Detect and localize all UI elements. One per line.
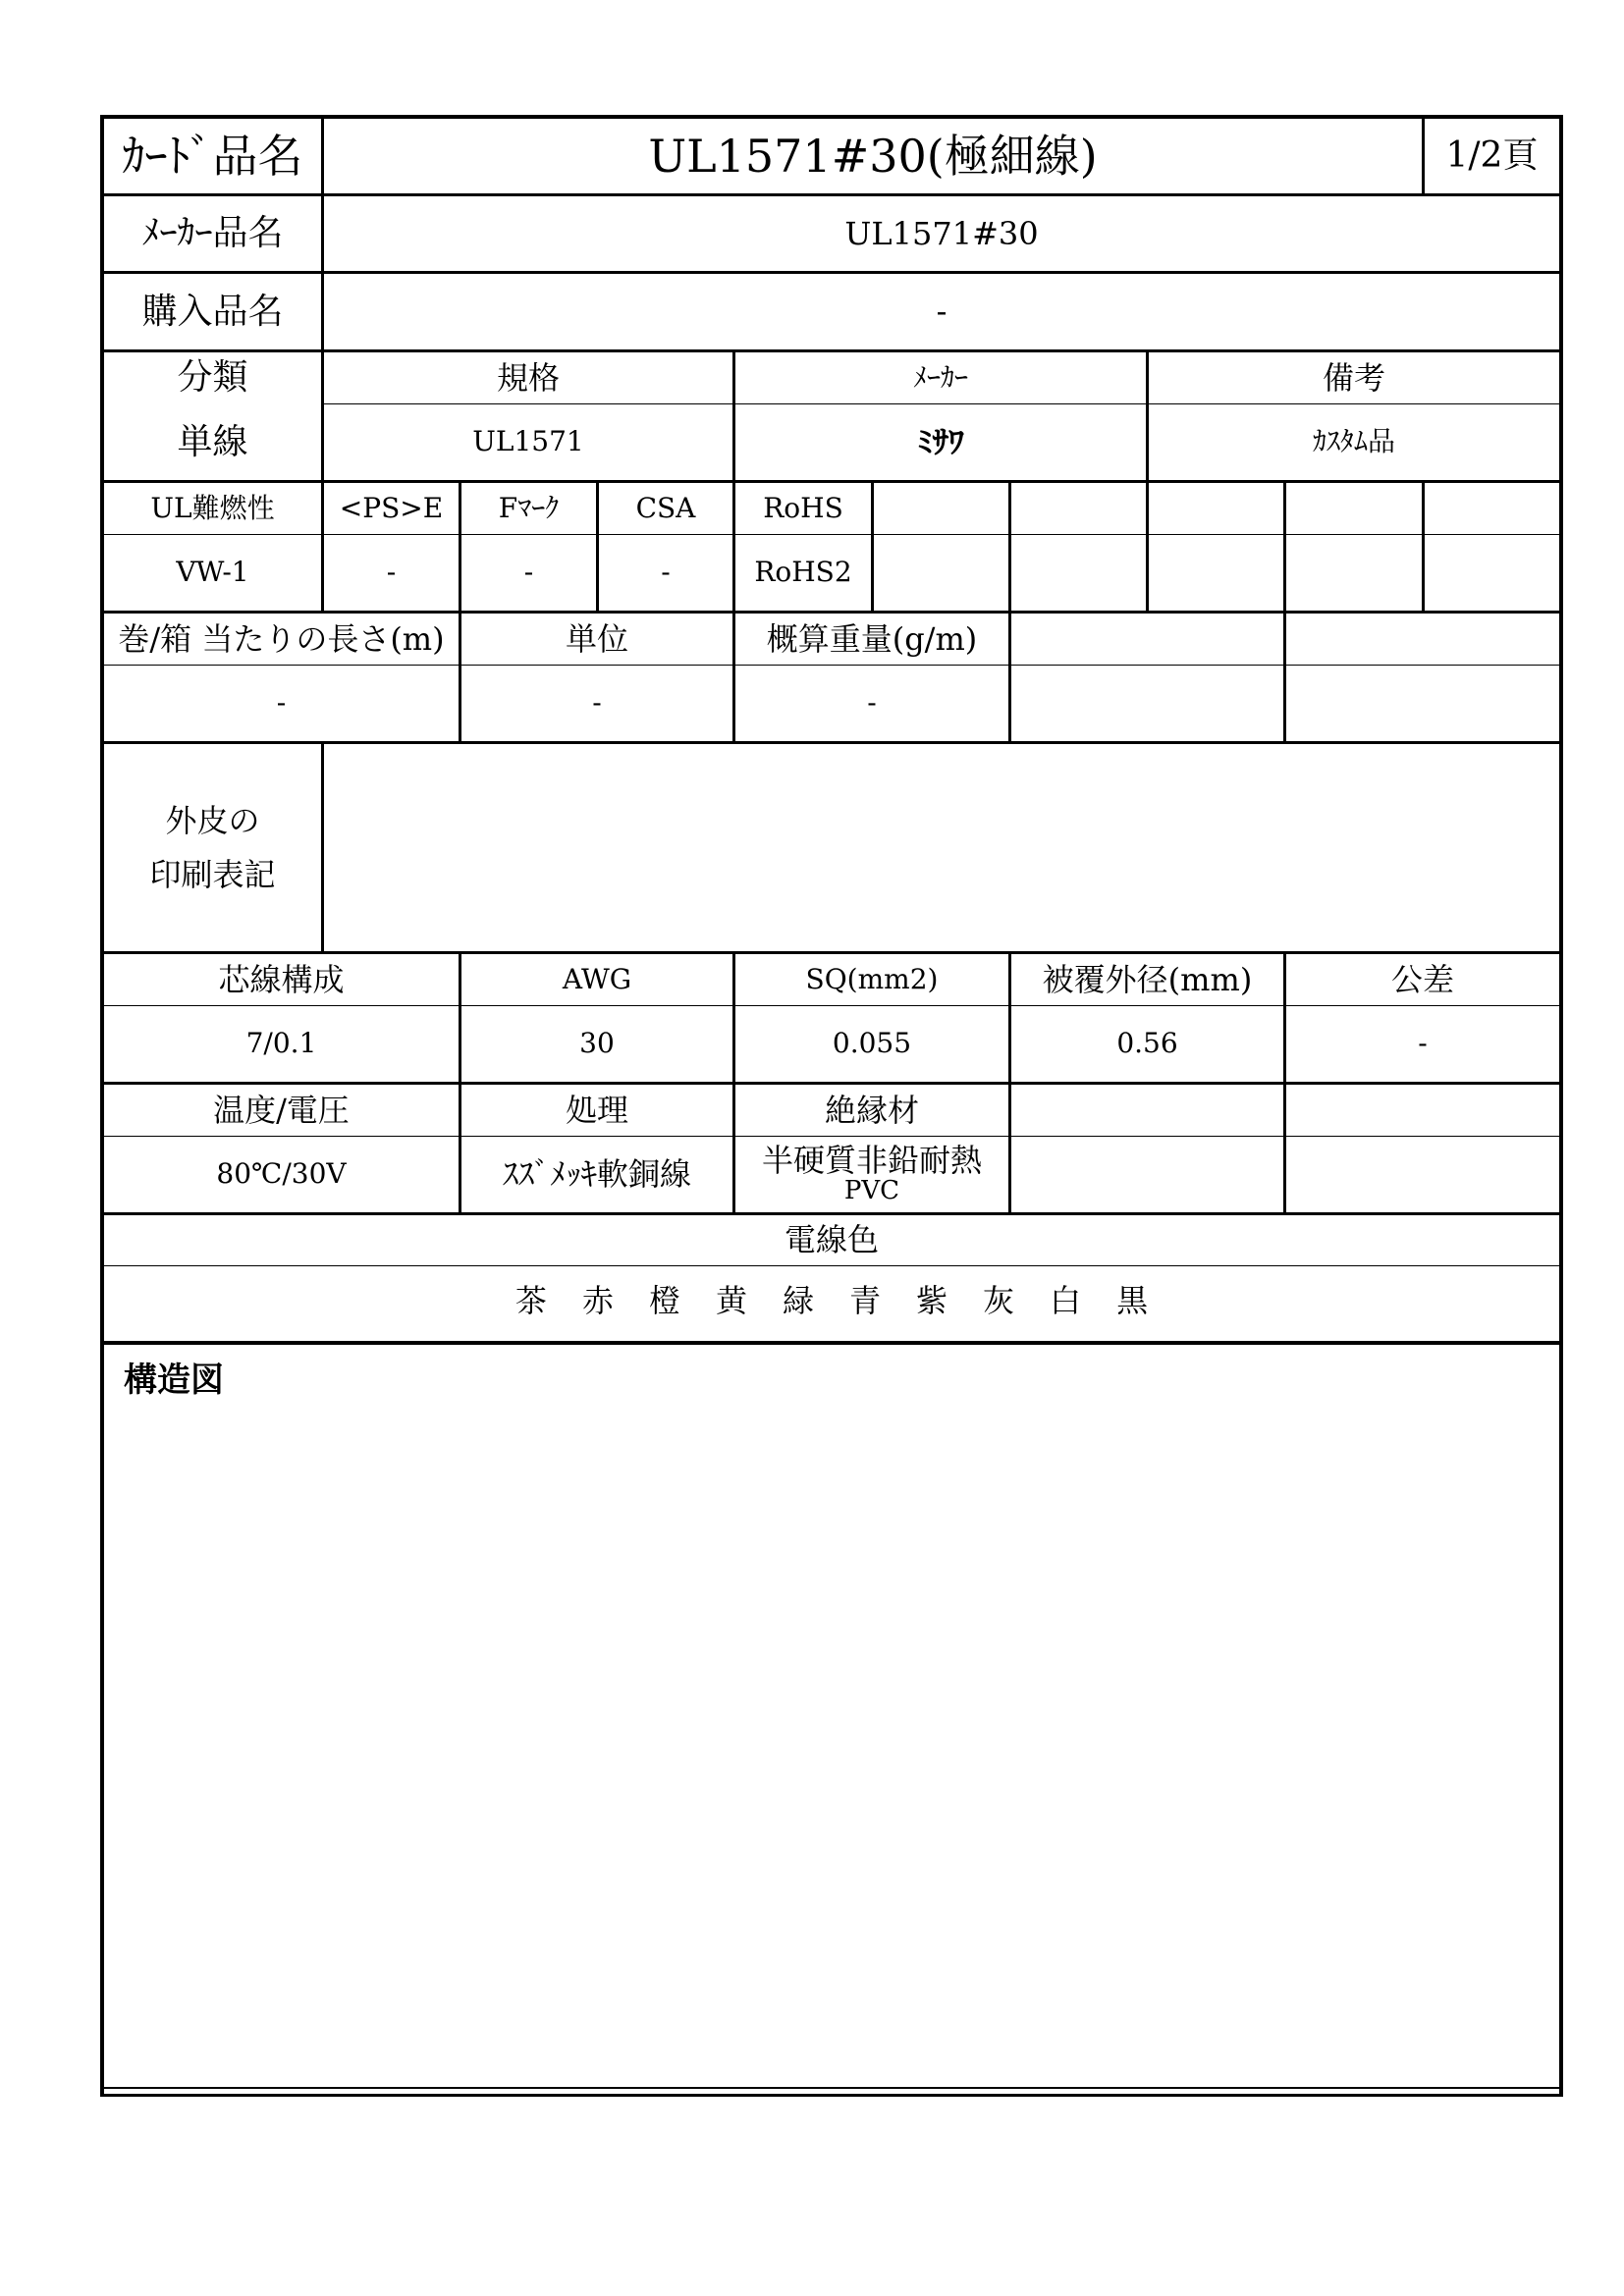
class-value-maker: ﾐｻﾜ (916, 423, 964, 461)
rating-label-insulation: 絶縁材 (824, 1091, 919, 1129)
page-number: 1/2頁 (1445, 135, 1539, 177)
card-name-label: ｶｰﾄﾞ品名 (122, 129, 303, 183)
print-marking-value (324, 744, 1559, 951)
cert-value-rohs: RoHS2 (754, 556, 852, 589)
conductor-value-outer-diameter: 0.56 (1116, 1027, 1178, 1060)
rating-value-temp-voltage: 80℃/30V (216, 1157, 347, 1191)
class-label-category: 分類 (177, 357, 248, 399)
length-value-weight: - (867, 686, 877, 720)
insulation-line2: PVC (843, 1175, 900, 1205)
length-label-empty (1011, 614, 1283, 665)
cert-label-ul-flame: UL難燃性 (150, 491, 275, 524)
maker-name-value: UL1571#30 (844, 214, 1039, 252)
wire-color-item: 橙 (648, 1282, 680, 1319)
conductor-value-strand: 7/0.1 (245, 1027, 317, 1060)
frame-bottom (100, 2087, 1563, 2089)
cert-value-ul-flame: VW-1 (176, 556, 249, 589)
rating-value-empty (1286, 1137, 1559, 1212)
cert-value-pse: - (386, 556, 397, 589)
purchase-name-value: - (936, 293, 947, 331)
conductor-value-sq: 0.055 (832, 1027, 912, 1060)
class-value-standard: UL1571 (472, 425, 584, 458)
print-marking-label-line1: 外皮の (165, 802, 260, 840)
length-label-empty (1286, 614, 1559, 665)
conductor-label-strand: 芯線構成 (218, 960, 345, 998)
wire-color-label: 電線色 (784, 1221, 879, 1259)
h-line (100, 1341, 1563, 1345)
cert-value-f-mark: - (523, 556, 534, 589)
wire-color-item: 青 (849, 1282, 882, 1319)
conductor-label-outer-diameter: 被覆外径(mm) (1042, 960, 1253, 998)
length-value-empty (1286, 666, 1559, 741)
wire-color-item: 緑 (782, 1282, 814, 1319)
cert-label-rohs: RoHS (763, 491, 843, 524)
class-value-category: 単線 (177, 421, 248, 462)
cert-value-empty (1149, 535, 1283, 611)
rating-label-treatment: 処理 (565, 1091, 628, 1129)
class-label-remarks: 備考 (1322, 358, 1385, 397)
print-marking-label-line2: 印刷表記 (149, 855, 276, 893)
cert-label-f-mark: Fﾏｰｸ (498, 491, 560, 524)
class-label-maker: ﾒｰｶｰ (912, 360, 968, 394)
conductor-label-sq: SQ(mm2) (805, 962, 939, 995)
cert-label-empty (1149, 483, 1283, 534)
cert-label-empty (1011, 483, 1146, 534)
cert-value-empty (1011, 535, 1146, 611)
insulation-line1: 半硬質非鉛耐熱 (761, 1142, 982, 1180)
wire-color-item: 黒 (1116, 1282, 1149, 1319)
structure-diagram-label: 構造図 (124, 1361, 224, 1400)
length-value-per-reel: - (276, 686, 287, 720)
wire-color-item: 黄 (715, 1282, 747, 1319)
card-name-value: UL1571#30(極細線) (648, 129, 1098, 183)
wire-color-item: 赤 (581, 1282, 614, 1319)
maker-name-label: ﾒｰｶｰ品名 (141, 213, 284, 254)
rating-value-empty (1011, 1137, 1283, 1212)
wire-color-item: 灰 (983, 1282, 1015, 1319)
rating-label-empty (1286, 1085, 1559, 1136)
rating-label-empty (1011, 1085, 1283, 1136)
print-marking-label (104, 744, 321, 951)
class-label-standard: 規格 (496, 358, 560, 397)
cert-value-csa: - (661, 556, 671, 589)
class-value-remarks: ｶｽﾀﾑ品 (1312, 425, 1395, 458)
cert-value-empty (1286, 535, 1422, 611)
wire-color-list (102, 1262, 1561, 1335)
length-label-weight: 概算重量(g/m) (766, 619, 978, 658)
conductor-value-tolerance: - (1418, 1027, 1428, 1060)
length-label-unit: 単位 (565, 619, 628, 658)
cert-value-empty (1425, 535, 1559, 611)
purchase-name-label: 購入品名 (141, 291, 284, 332)
length-label-per-reel: 巻/箱 当たりの長さ(m) (118, 619, 445, 658)
length-value-empty (1011, 666, 1283, 741)
frame-right (1559, 115, 1563, 2097)
length-value-unit: - (592, 686, 602, 720)
cert-label-empty (874, 483, 1008, 534)
cert-label-empty (1286, 483, 1422, 534)
wire-color-item: 白 (1050, 1282, 1082, 1319)
cert-label-pse: <PS>E (339, 491, 444, 524)
conductor-label-awg: AWG (562, 962, 632, 995)
conductor-label-tolerance: 公差 (1390, 960, 1454, 998)
rating-label-temp-voltage: 温度/電圧 (213, 1091, 350, 1129)
wire-color-item: 紫 (916, 1282, 948, 1319)
wire-color-item: 茶 (514, 1282, 547, 1319)
rating-value-treatment: ｽｽﾞﾒｯｷ軟銅線 (502, 1155, 691, 1194)
cert-label-empty (1425, 483, 1559, 534)
cert-label-csa: CSA (635, 491, 696, 524)
rating-value-insulation (735, 1137, 1008, 1212)
conductor-value-awg: 30 (579, 1027, 615, 1060)
frame-bottom-2 (100, 2094, 1563, 2097)
cert-value-empty (874, 535, 1008, 611)
